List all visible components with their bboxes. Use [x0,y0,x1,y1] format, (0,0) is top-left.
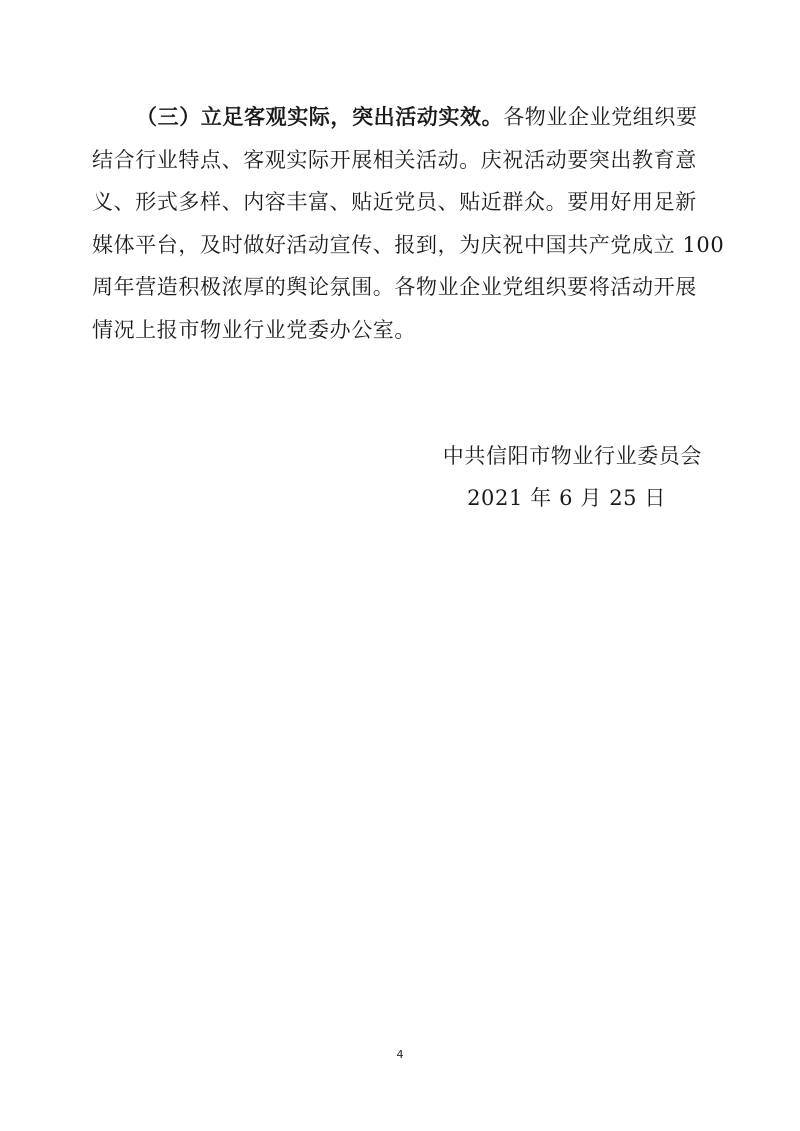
paragraph-line-2: 结合行业特点、客观实际开展相关活动。庆祝活动要突出教育意 [92,147,697,172]
section-heading: （三）立足客观实际，突出活动实效。 [136,104,504,129]
paragraph-line-4: 媒体平台，及时做好活动宣传、报到，为庆祝中国共产党成立 100 [92,232,725,257]
paragraph-line-1 [92,96,716,139]
signature-date: 2021 年 6 月 25 日 [467,486,666,510]
paragraph-line-3: 义、形式多样、内容丰富、贴近党员、贴近群众。要用好用足新 [92,190,697,214]
body-paragraph [92,96,725,351]
paragraph-line-6: 情况上报市物业行业党委办公室。 [92,317,416,342]
signature-organization: 中共信阳市物业行业委员会 [442,444,702,468]
paragraph-line-text: 各物业企业党组织要 [503,105,698,129]
paragraph-line-5: 周年营造积极浓厚的舆论氛围。各物业企业党组织要将活动开展 [92,275,697,299]
page-number: 4 [396,1048,404,1061]
